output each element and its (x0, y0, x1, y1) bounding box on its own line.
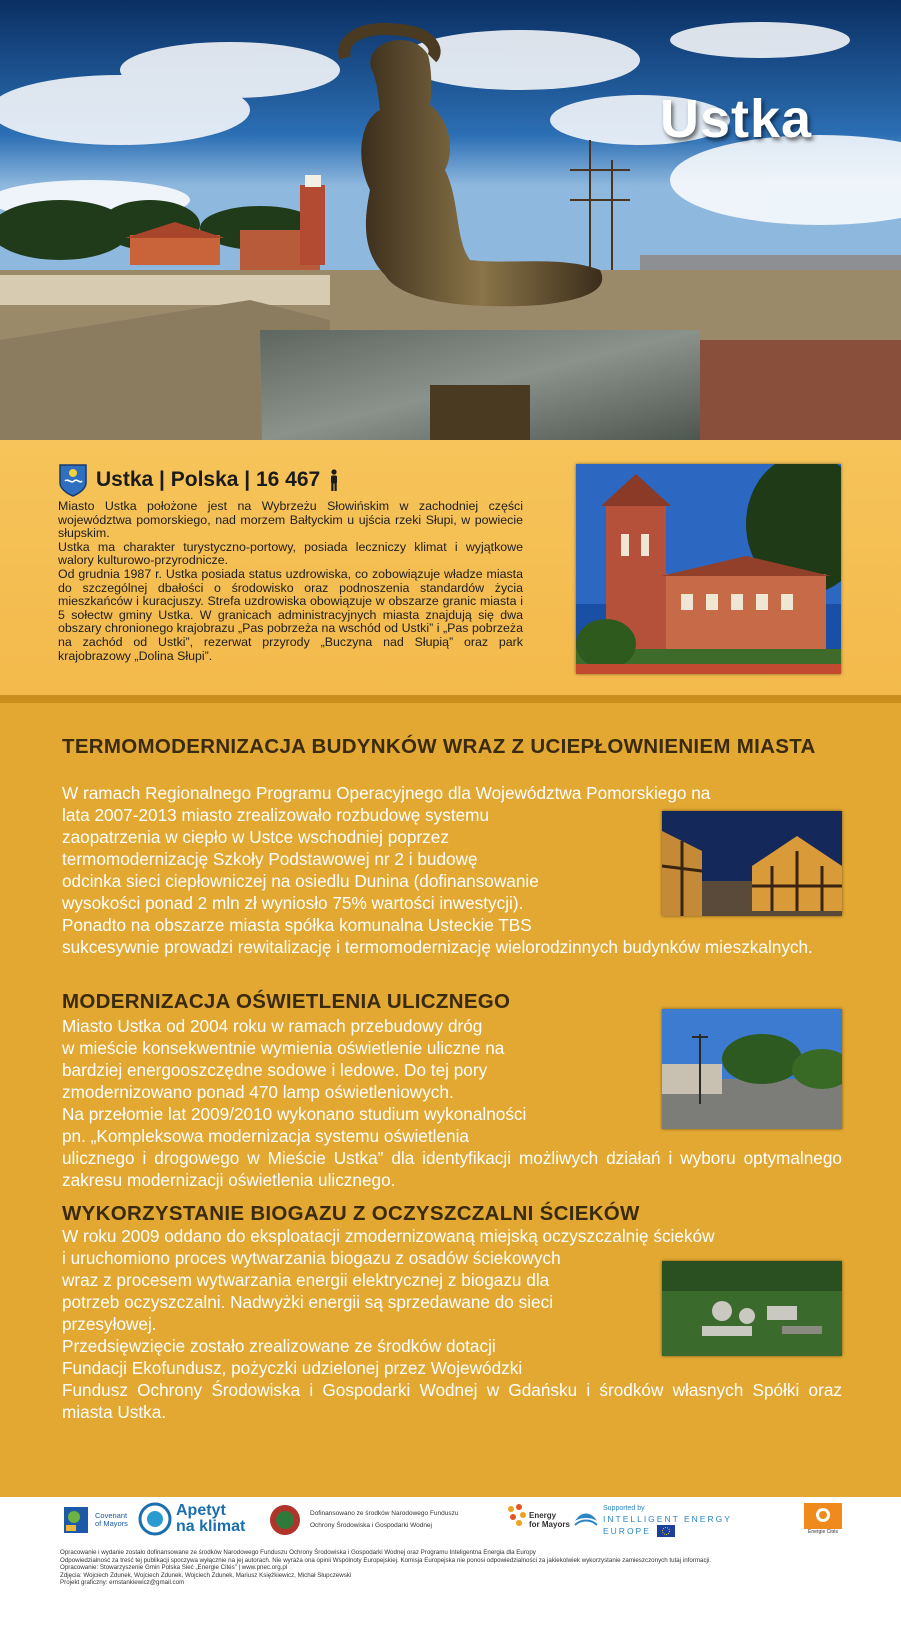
apetyt-logo (138, 1502, 245, 1536)
section-line: Przedsięwzięcie zostało zrealizowane ze środków dotacji (62, 1336, 496, 1356)
section-line: lata 2007-2013 miasto zrealizowało rozbudowę systemu (62, 805, 490, 825)
divider (0, 695, 901, 703)
iee-supported: Supported by (603, 1505, 645, 1512)
section-line: bardziej energooszczędne sodowe i ledowe. Do tej pory (62, 1060, 488, 1080)
sewage-plant-photo (662, 1261, 842, 1356)
footnote (60, 1549, 860, 1587)
street-lighting-photo (662, 1009, 842, 1129)
section-line: przesyłowej. (62, 1314, 157, 1334)
section-tail: Fundusz Ochrony Środowiska i Gospodarki Wodnej w Gdańsku i środków własnych Spółki oraz miasta Ustka. (62, 1380, 842, 1422)
info-paragraph: Miasto Ustka położone jest na Wybrzeżu Słowińskim w zachodniej części województwa pomorskiego, nad morzem Bałtyckim u ujścia rzeki Słupi, w powiecie słupskim. (58, 499, 523, 541)
footnote-line: Opracowanie: Stowarzyszenie Gmin Polska Sieć „Energie Cités” | www.pnec.org.pl (60, 1564, 288, 1572)
apetyt-line-1: Apetyt (176, 1502, 226, 1519)
footnote-line: Opracowanie i wydanie zostało dofinansowane ze środków Narodowego Funduszu Ochrony Środowiska i Gospodarki Wodnej oraz Programu Inteligentna Energia dla Europy (60, 1549, 536, 1556)
info-title: Ustka | Polska | 16 467 (96, 468, 321, 491)
covenant-of-mayors-logo (62, 1503, 133, 1537)
ustka-crest-icon (58, 463, 88, 497)
footnote-line: Odpowiedzialność za treść tej publikacji spoczywa wyłącznie na jej autorach. Nie wyraża ona opinii Wspólnoty Europejskiej. Komisja Europejska nie ponosi odpowiedzialności za jakiekolwiek wykorzystanie zamieszczonych tutaj informacji. (60, 1556, 712, 1564)
energy-dots-icon (505, 1503, 527, 1537)
halftimbered-photo (662, 811, 842, 916)
energy-for-mayors-logo (505, 1503, 570, 1537)
apetyt-icon (138, 1502, 172, 1536)
nfosigw-logo (268, 1503, 459, 1537)
section-tail: ulicznego i drogowego w Mieście Ustka” dla identyfikacji możliwych działań i wyboru optymalnego zakresu modernizacji oświetlenia ulicznego. (62, 1148, 842, 1190)
section-title-termomodernizacja: TERMOMODERNIZACJA BUDYNKÓW WRAZ Z UCIEPŁOWNIENIEM MIASTA (62, 735, 816, 758)
section-tail: sukcesywnie prowadzi rewitalizację i termomodernizację wielorodzinnych budynków mieszkalnych. (62, 937, 813, 957)
section-line: Miasto Ustka od 2004 roku w ramach przebudowy dróg (62, 1016, 483, 1036)
energie-cites-logo (804, 1503, 842, 1535)
iee-line-2: EUROPE (603, 1525, 651, 1536)
efm-line-2: for Mayors (529, 1520, 570, 1529)
eu-flag-icon (657, 1525, 675, 1537)
section-line: pn. „Kompleksowa modernizacja systemu oświetlenia (62, 1126, 469, 1146)
apetyt-line-2: na klimat (176, 1518, 246, 1535)
section-line: wraz z procesem wytwarzania energii elektrycznej z biogazu dla (62, 1270, 550, 1290)
section-line: Fundacji Ekofundusz, pożyczki udzielonej przez Wojewódzki (62, 1358, 523, 1378)
section-line: zaopatrzenia w ciepło w Ustce wschodniej poprzez (62, 827, 449, 847)
nfosigw-line-2: Ochrony Środowiska i Gospodarki Wodnej (310, 1522, 432, 1529)
info-text (58, 500, 523, 663)
energie-cites-icon (804, 1503, 842, 1529)
section-title-oswietlenie: MODERNIZACJA OŚWIETLENIA ULICZNEGO (62, 990, 511, 1013)
nfosigw-line-1: Dofinansowano ze środków Narodowego Funduszu (310, 1510, 459, 1517)
section-line: potrzeb oczyszczalni. Nadwyżki energii są sprzedawane do sieci (62, 1292, 554, 1312)
section-line: odcinka sieci ciepłowniczej na osiedlu Dunina (dofinansowanie (62, 871, 539, 891)
covenant-icon (62, 1503, 92, 1537)
iee-icon (573, 1507, 599, 1533)
intelligent-energy-europe-logo (573, 1503, 732, 1537)
section-line: zmodernizowano ponad 470 lamp oświetleniowych. (62, 1082, 454, 1102)
section-line: Ponadto na obszarze miasta spółka komunalna Usteckie TBS (62, 915, 532, 935)
townhall-photo (576, 464, 841, 674)
section-line: Na przełomie lat 2009/2010 wykonano studium wykonalności (62, 1104, 527, 1124)
person-icon (328, 469, 340, 491)
info-paragraph: Od grudnia 1987 r. Ustka posiada status uzdrowiska, co zobowiązuje władze miasta do szczególnej dbałości o środowisko oraz podnoszenia standardów życia mieszkańców i kuracjuszy. Strefa uzdrowiska obowiązuje w obszarze granic miasta i 5 sołectw gminy Ustka. W granicach administracyjnych miasta znajdują się dwa obszary chronionego krajobrazu „Pas pobrzeża na wschód od Ustki” i „Pas pobrzeża na zachód od Ustki”, rezerwat przyrody „Buczyna nad Słupią” oraz park krajobrazowy „Dolina Słupi”. (58, 566, 523, 663)
section-line: w mieście konsekwentnie wymienia oświetlenie uliczne na (62, 1038, 505, 1058)
section-line: W ramach Regionalnego Programu Operacyjnego dla Województwa Pomorskiego na (62, 783, 711, 803)
covenant-text: Covenant of Mayors (95, 1511, 128, 1528)
energie-cites-text: Energie Cités (807, 1529, 838, 1535)
section-line: i uruchomiono proces wytwarzania biogazu z osadów ściekowych (62, 1248, 561, 1268)
efm-line-1: Energy (529, 1511, 557, 1520)
hero-title: Ustka (660, 89, 813, 149)
info-paragraph: Ustka ma charakter turystyczno-portowy, posiada leczniczy klimat i wyjątkowe walory kulturowo-przyrodnicze. (58, 539, 523, 568)
section-line: termomodernizację Szkoły Podstawowej nr 2 i budowę (62, 849, 478, 869)
section-title-biogaz: WYKORZYSTANIE BIOGAZU Z OCZYSZCZALNI ŚCIEKÓW (62, 1202, 640, 1225)
info-header (58, 463, 340, 497)
iee-line-1: INTELLIGENT ENERGY (603, 1514, 732, 1524)
nfosigw-icon (268, 1503, 302, 1537)
hero-photo (0, 0, 901, 440)
footnote-line: Zdjęcia: Wojciech Zdunek, Wojciech Zdunek, Wojciech Zdunek, Mariusz Księżkiewicz, Michał Słupczewski (60, 1571, 352, 1579)
footnote-line: Projekt graficzny: ernstankiewicz@gmail.com (60, 1579, 185, 1587)
section-line: W roku 2009 oddano do eksploatacji zmodernizowaną miejską oczyszczalnię ścieków (62, 1226, 715, 1246)
hero-illustration (0, 0, 901, 440)
section-line: wysokości ponad 2 mln zł wyniosło 75% wartości inwestycji). (62, 893, 524, 913)
